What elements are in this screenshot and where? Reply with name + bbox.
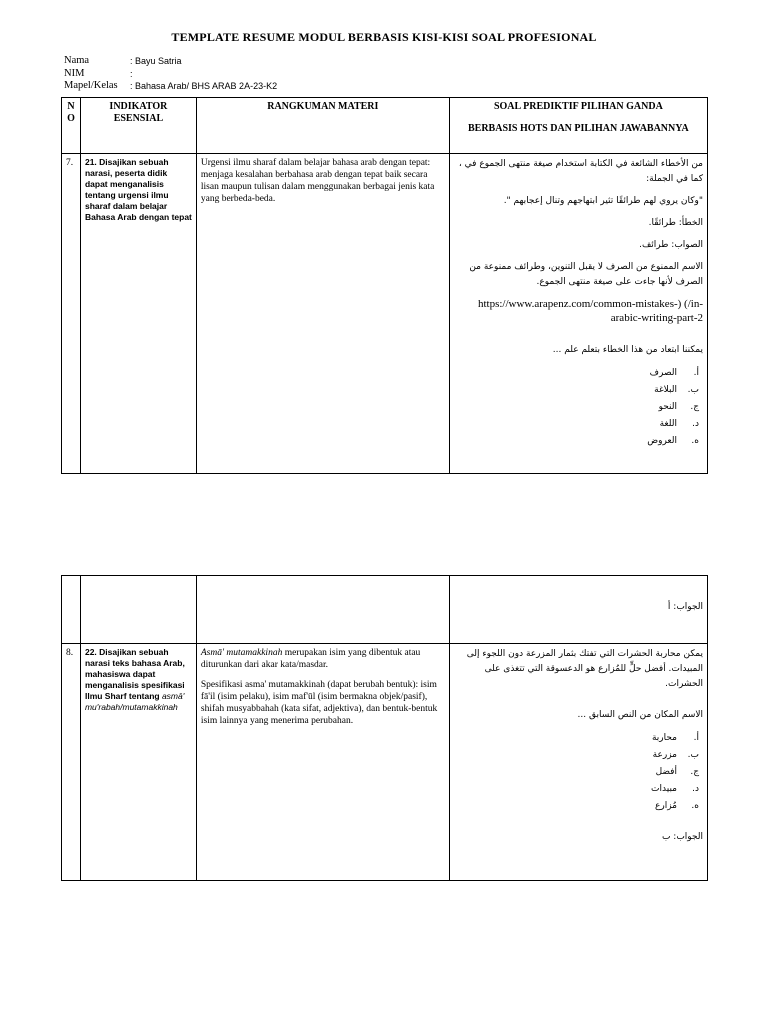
- meta-row-nama: [64, 55, 277, 68]
- option-item: [454, 782, 703, 797]
- indikator-text: 22. Disajikan sebuah narasi teks bahasa Arab, mahasiswa dapat menganalisis spesifikasi Ilmu Sharf tentang: [84, 647, 185, 701]
- option-item: [454, 765, 703, 780]
- option-key: ه.: [691, 436, 699, 446]
- soal-paragraph: من الأخطاء الشائعة في الكتابة استخدام صيغة منتهى الجموع في ، كما في الجملة:: [458, 159, 703, 184]
- table-row-continuation: [62, 576, 708, 644]
- option-key: ج.: [690, 767, 699, 777]
- resume-table-page1: [61, 97, 708, 474]
- soal-paragraph: الاسم الممنوع من الصرف لا يقبل التنوين، وطرائف ممنوعة من الصرف لأنها جاءت على صيغة منتهى الجموع.: [469, 262, 703, 287]
- materi-paragraph: [201, 647, 445, 671]
- materi-cell-empty: [196, 576, 449, 644]
- option-item: [454, 731, 703, 746]
- question-text: يمكننا ابتعاد من هذا الخطاء بتعلم علم ...: [552, 345, 703, 355]
- answer-cell: [449, 576, 707, 644]
- option-item: [454, 434, 703, 449]
- row-number-empty: [62, 576, 81, 644]
- table-row: [62, 154, 708, 474]
- option-key: د.: [692, 419, 699, 429]
- option-text: مُزارع: [654, 801, 677, 811]
- meta-value: : Bayu Satria: [130, 56, 182, 66]
- meta-label: NIM: [64, 67, 85, 79]
- option-text: أفضل: [655, 767, 677, 777]
- answer-text: الجواب: ب: [661, 832, 703, 842]
- meta-label: Mapel/Kelas: [64, 80, 118, 91]
- row-number: 8.: [62, 644, 81, 881]
- table-row: [62, 644, 708, 881]
- soal-paragraph: الخطأ: طرائقًا.: [648, 218, 703, 228]
- indikator-cell-empty: [80, 576, 196, 644]
- meta-row-nim: [64, 68, 277, 81]
- option-list: [454, 731, 703, 814]
- materi-cell: Urgensi ilmu sharaf dalam belajar bahasa arab dengan tepat: menjaga kesalahan berbahasa arab dengan tepat baik secara lisan maupun tulisan dalam menggunakan berbagai jenis kata yang berbeda-beda.: [196, 154, 449, 474]
- meta-value: :: [130, 68, 133, 79]
- soal-cell: [449, 644, 707, 881]
- meta-value: : Bahasa Arab/ BHS ARAB 2A-23-K2: [130, 81, 278, 91]
- meta-row-mapel: [64, 80, 277, 93]
- header-soal: [449, 98, 707, 154]
- option-item: [454, 417, 703, 432]
- option-text: الصرف: [649, 368, 677, 378]
- option-item: [454, 366, 703, 381]
- option-text: البلاغة: [654, 385, 677, 395]
- header-rangkuman: RANGKUMAN MATERI: [196, 98, 449, 154]
- option-item: [454, 400, 703, 415]
- indikator-cell: [80, 644, 196, 881]
- option-key: أ.: [693, 368, 699, 378]
- materi-term: Asmā' mutamakkinah: [200, 648, 283, 658]
- option-item: [454, 748, 703, 763]
- source-url: https://www.arapenz.com/common-mistakes-) (/in-arabic-writing-part-2: [477, 298, 703, 324]
- header-soal-line2: BERBASIS HOTS DAN PILIHAN JAWABANNYA: [467, 123, 689, 134]
- identity-block: [64, 55, 277, 93]
- header-indikator: INDIKATOR ESENSIAL: [80, 98, 196, 154]
- materi-paragraph: Spesifikasi asma' mutamakkinah (dapat berubah bentuk): isim fā'il (isim pelaku), isim maf'ūl (isim bermakna objek/pasif), shifah musyabbahah (kata sifat, adjektiva), dan bentuk-bentuk isim lainnya yang menerima perubahan.: [200, 680, 438, 726]
- row-number: 7.: [62, 154, 81, 474]
- option-item: [454, 799, 703, 814]
- option-text: مزرعة: [652, 750, 677, 760]
- question-text: الاسم المكان من النص السابق ...: [577, 710, 703, 720]
- option-key: أ.: [693, 733, 699, 743]
- option-key: ه.: [691, 801, 699, 811]
- meta-label: Nama: [64, 55, 90, 66]
- option-key: ب.: [687, 750, 699, 760]
- option-key: ج.: [690, 402, 699, 412]
- table-header-row: [62, 98, 708, 154]
- option-list: [454, 366, 703, 449]
- document-title: TEMPLATE RESUME MODUL BERBASIS KISI-KISI SOAL PROFESIONAL: [171, 30, 597, 44]
- resume-table-page2: [61, 575, 708, 881]
- answer-text: الجواب: أ: [667, 602, 703, 612]
- option-item: [454, 383, 703, 398]
- indikator-italic: asmā' mu'rabah/mutamakkinah: [84, 691, 185, 712]
- soal-cell: [449, 154, 707, 474]
- soal-paragraph: يمكن محاربة الحشرات التي تفتك بثمار المزرعة دون اللجوء إلى المبيدات. أفضل حلٍّ للمُزارع هو الدعسوقة التي تتغذى على الحشرات.: [466, 649, 703, 689]
- materi-text: merupakan isim yang dibentuk atau diturunkan dari akar kata/masdar.: [200, 648, 421, 670]
- indikator-cell: 21. Disajikan sebuah narasi, peserta didik dapat menganalisis tentang urgensi ilmu sharaf dalam belajar Bahasa Arab dengan tepat: [80, 154, 196, 474]
- option-text: محاربة: [651, 733, 677, 743]
- header-no: N O: [62, 98, 81, 154]
- soal-paragraph: الصواب: طرائف.: [639, 240, 703, 250]
- option-text: اللغة: [659, 419, 677, 429]
- option-text: النحو: [658, 402, 677, 412]
- option-key: ب.: [687, 385, 699, 395]
- materi-cell: [196, 644, 449, 881]
- option-text: مبيدات: [651, 784, 677, 794]
- soal-paragraph: "وكان يروي لهم طرائقًا تثير ابتهاجهم وتنال إعجابهم ".: [503, 196, 703, 206]
- option-text: العروض: [647, 436, 677, 446]
- header-soal-line1: SOAL PREDIKTIF PILIHAN GANDA: [493, 101, 663, 112]
- option-key: د.: [692, 784, 699, 794]
